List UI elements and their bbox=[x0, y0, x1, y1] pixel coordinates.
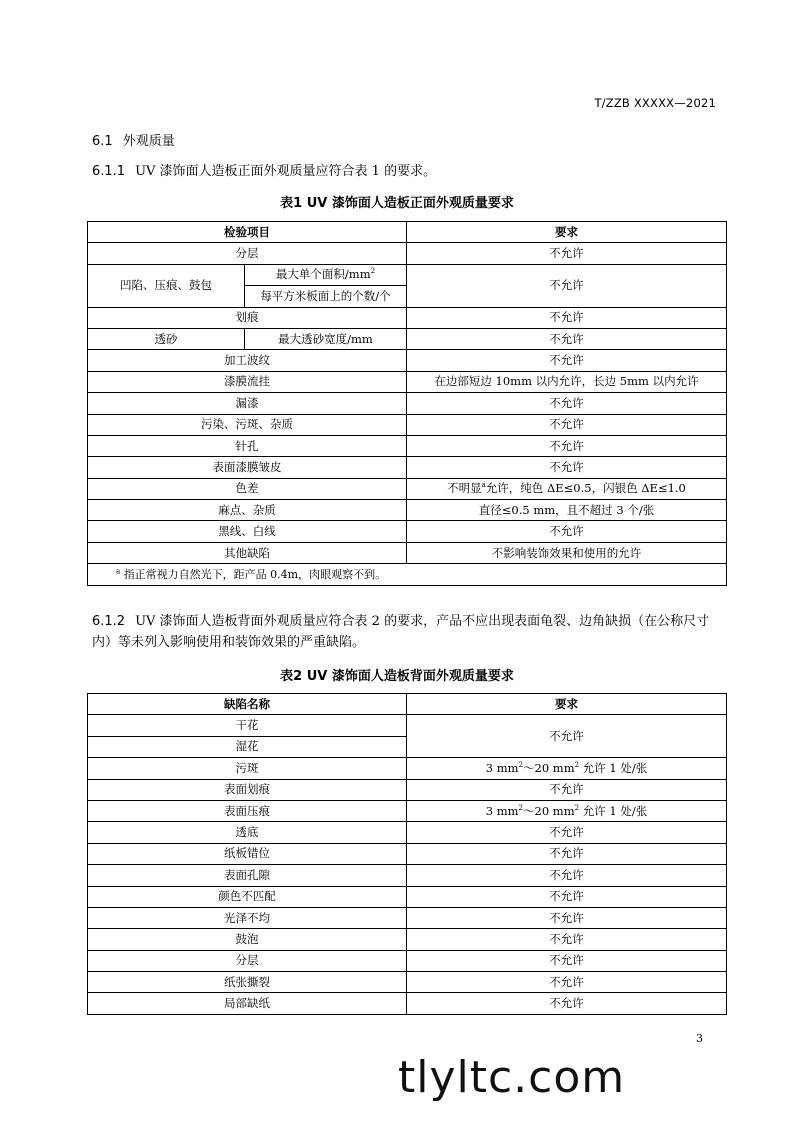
item-cell: 分层 bbox=[88, 950, 407, 971]
column-header: 要求 bbox=[407, 222, 727, 243]
req-text: 允许，纯色 ΔE≤0.5，闪银色 ΔE≤1.0 bbox=[485, 481, 686, 496]
requirement-cell: 不允许 bbox=[407, 414, 727, 435]
requirement-cell: 不允许 bbox=[407, 350, 727, 371]
table-row bbox=[88, 950, 727, 971]
item-cell: 其他缺陷 bbox=[88, 542, 407, 563]
column-header: 缺陷名称 bbox=[88, 694, 407, 715]
document-code: T/ZZB XXXXX—2021 bbox=[594, 96, 716, 110]
item-cell: 透砂 bbox=[88, 328, 245, 349]
requirement-cell: 不允许 bbox=[407, 521, 727, 542]
footnote-marker: a bbox=[116, 567, 121, 576]
req-text: 允许 1 处/张 bbox=[579, 803, 648, 818]
requirement-cell bbox=[407, 800, 727, 821]
requirement-cell: 不允许 bbox=[407, 435, 727, 456]
table2-caption: 表2 UV 漆饰面人造板背面外观质量要求 bbox=[280, 669, 514, 684]
superscript: 2 bbox=[574, 761, 580, 770]
table-row bbox=[88, 886, 727, 907]
table-row bbox=[88, 993, 727, 1014]
section-number: 6.1 bbox=[92, 134, 113, 149]
clause-number: 6.1.1 bbox=[92, 164, 126, 179]
table-row bbox=[88, 371, 727, 392]
req-text: 允许 1 处/张 bbox=[579, 760, 648, 775]
table-row bbox=[88, 865, 727, 886]
footnote-text: 指正常视力自然光下，距产品 0.4m，肉眼观察不到。 bbox=[123, 567, 387, 581]
item-cell: 色差 bbox=[88, 478, 407, 499]
sub-item-cell: 每平方米板面上的个数/个 bbox=[245, 286, 407, 307]
req-text: 3 mm bbox=[485, 760, 519, 775]
requirement-cell: 不允许 bbox=[407, 972, 727, 993]
table1 bbox=[87, 221, 727, 586]
section-heading bbox=[92, 130, 175, 149]
table-row bbox=[88, 972, 727, 993]
table2 bbox=[87, 693, 727, 1015]
requirement-cell: 直径≤0.5 mm，且不超过 3 个/张 bbox=[407, 500, 727, 521]
clause-text: UV 漆饰面人造板正面外观质量应符合表 1 的要求。 bbox=[135, 164, 437, 179]
requirement-cell: 不允许 bbox=[407, 264, 727, 307]
requirement-cell: 不允许 bbox=[407, 929, 727, 950]
item-cell: 透底 bbox=[88, 822, 407, 843]
column-header: 要求 bbox=[407, 694, 727, 715]
table-footnote bbox=[88, 564, 727, 585]
item-cell: 漆膜流挂 bbox=[88, 371, 407, 392]
requirement-cell: 在边部短边 10mm 以内允许，长边 5mm 以内允许 bbox=[407, 371, 727, 392]
item-cell: 湿花 bbox=[88, 736, 407, 757]
table-row bbox=[88, 393, 727, 414]
table-row bbox=[88, 307, 727, 328]
requirement-cell: 不允许 bbox=[407, 393, 727, 414]
requirement-cell: 不影响装饰效果和使用的允许 bbox=[407, 542, 727, 563]
column-header: 检验项目 bbox=[88, 222, 407, 243]
clause-text: UV 漆饰面人造板背面外观质量应符合表 2 的要求，产品不应出现表面龟裂、边角缺损（在公称尺寸内）等未列入影响使用和装饰效果的严重缺陷。 bbox=[92, 614, 710, 650]
req-text: ～20 mm bbox=[523, 803, 575, 818]
sub-item-text: 最大单个面积/mm bbox=[275, 267, 371, 282]
watermark-text: tlyltc.com bbox=[398, 1052, 626, 1103]
requirement-cell: 不允许 bbox=[407, 907, 727, 928]
table-row bbox=[88, 779, 727, 800]
item-cell: 黑线、白线 bbox=[88, 521, 407, 542]
item-cell: 表面划痕 bbox=[88, 779, 407, 800]
requirement-cell: 不允许 bbox=[407, 993, 727, 1014]
table-header-row bbox=[88, 222, 727, 243]
item-cell: 污染、污斑、杂质 bbox=[88, 414, 407, 435]
table-row bbox=[88, 243, 727, 264]
requirement-cell: 不允许 bbox=[407, 822, 727, 843]
requirement-cell: 不允许 bbox=[407, 328, 727, 349]
table-note-row bbox=[88, 564, 727, 585]
item-cell: 漏漆 bbox=[88, 393, 407, 414]
table-row bbox=[88, 435, 727, 456]
sub-item-cell: 最大透砂宽度/mm bbox=[245, 328, 407, 349]
table-row bbox=[88, 929, 727, 950]
item-cell: 鼓泡 bbox=[88, 929, 407, 950]
table-row bbox=[88, 328, 727, 349]
footnote-marker: a bbox=[481, 481, 486, 490]
requirement-cell: 不允许 bbox=[407, 779, 727, 800]
req-text: 不明显 bbox=[447, 481, 482, 496]
clause-6-1-1 bbox=[92, 160, 436, 179]
section-title: 外观质量 bbox=[122, 134, 175, 149]
requirement-cell: 不允许 bbox=[407, 243, 727, 264]
table-row bbox=[88, 542, 727, 563]
requirement-cell: 不允许 bbox=[407, 843, 727, 864]
item-cell: 针孔 bbox=[88, 435, 407, 456]
table-header-row bbox=[88, 694, 727, 715]
table1-caption: 表1 UV 漆饰面人造板正面外观质量要求 bbox=[280, 196, 514, 211]
superscript: 2 bbox=[370, 267, 376, 276]
item-cell: 表面孔隙 bbox=[88, 865, 407, 886]
item-cell: 凹陷、压痕、鼓包 bbox=[88, 264, 245, 307]
requirement-cell: 不允许 bbox=[407, 307, 727, 328]
table-row bbox=[88, 907, 727, 928]
clause-6-1-2 bbox=[92, 611, 717, 653]
table-row bbox=[88, 758, 727, 779]
table-row bbox=[88, 264, 727, 285]
table-row bbox=[88, 800, 727, 821]
table-row bbox=[88, 521, 727, 542]
requirement-cell: 不允许 bbox=[407, 865, 727, 886]
superscript: 2 bbox=[518, 761, 523, 770]
table-row bbox=[88, 822, 727, 843]
table-row bbox=[88, 350, 727, 371]
item-cell: 表面漆膜皱皮 bbox=[88, 457, 407, 478]
table-row bbox=[88, 457, 727, 478]
item-cell: 分层 bbox=[88, 243, 407, 264]
item-cell: 污斑 bbox=[88, 758, 407, 779]
page-number: 3 bbox=[696, 1032, 703, 1045]
item-cell: 麻点、杂质 bbox=[88, 500, 407, 521]
table-row bbox=[88, 843, 727, 864]
table-row bbox=[88, 414, 727, 435]
requirement-cell bbox=[407, 758, 727, 779]
item-cell: 光泽不均 bbox=[88, 907, 407, 928]
requirement-cell bbox=[407, 478, 727, 499]
item-cell: 干花 bbox=[88, 715, 407, 736]
item-cell: 表面压痕 bbox=[88, 800, 407, 821]
table-row bbox=[88, 478, 727, 499]
clause-number: 6.1.2 bbox=[92, 614, 126, 629]
item-cell: 局部缺纸 bbox=[88, 993, 407, 1014]
table-row bbox=[88, 500, 727, 521]
item-cell: 颜色不匹配 bbox=[88, 886, 407, 907]
table-row bbox=[88, 715, 727, 736]
req-text: 3 mm bbox=[485, 803, 519, 818]
item-cell: 纸板错位 bbox=[88, 843, 407, 864]
req-text: ～20 mm bbox=[523, 760, 575, 775]
item-cell: 划痕 bbox=[88, 307, 407, 328]
item-cell: 纸张撕裂 bbox=[88, 972, 407, 993]
superscript: 2 bbox=[518, 803, 523, 812]
superscript: 2 bbox=[574, 803, 580, 812]
sub-item-cell bbox=[245, 264, 407, 285]
item-cell: 加工波纹 bbox=[88, 350, 407, 371]
requirement-cell: 不允许 bbox=[407, 886, 727, 907]
requirement-cell: 不允许 bbox=[407, 950, 727, 971]
requirement-cell: 不允许 bbox=[407, 457, 727, 478]
requirement-cell: 不允许 bbox=[407, 715, 727, 758]
